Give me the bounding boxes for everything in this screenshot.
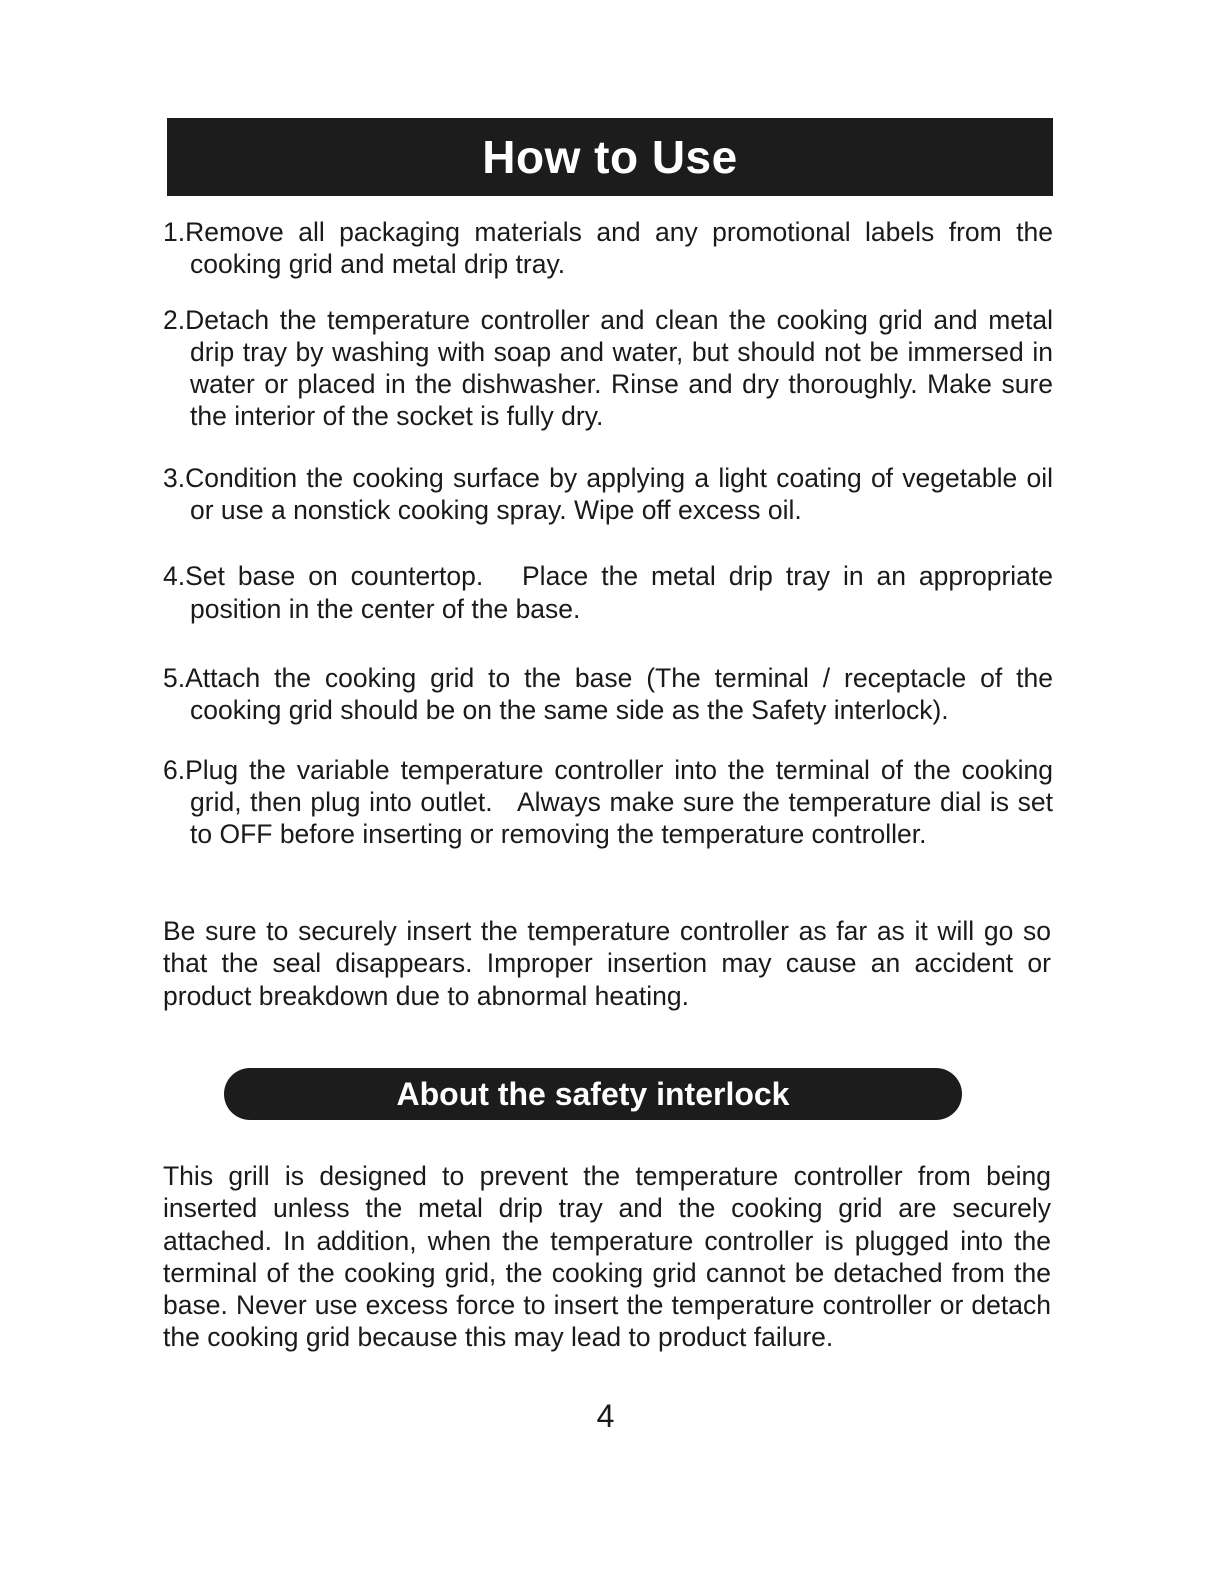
step-4 — [163, 560, 1061, 625]
step-6 — [163, 754, 1061, 851]
interlock-banner — [224, 1068, 962, 1120]
step-text: Plug the variable temperature controller into the terminal of the cooking grid, then plug into outlet. Always make sure the temperature dial is set to OFF before inserting or removing the temperature controller. — [185, 754, 1061, 850]
interlock-description: This grill is designed to prevent the temperature controller from being inserted unless the metal drip tray and the cooking grid are securely attached. In addition, when the temperature controller is plugged into the terminal of the cooking grid, the cooking grid cannot be detached from the base. Never use excess force to insert the temperature controller or detach the cooking grid because this may lead to product failure. — [163, 1161, 1051, 1353]
page-number: 4 — [596, 1398, 615, 1434]
step-3 — [163, 462, 1053, 527]
instruction-steps — [163, 216, 1061, 850]
step-text: Set base on countertop. Place the metal drip tray in an appropriate position in the center of the base. — [185, 561, 1061, 624]
step-text: Condition the cooking surface by applying a light coating of vegetable oil or use a nonstick cooking spray. Wipe off excess oil. — [185, 462, 1053, 526]
step-2 — [163, 304, 1053, 433]
insertion-note: Be sure to securely insert the temperature controller as far as it will go so that the seal disappears. Improper insertion may cause an accident or product breakdown due to abnormal heating. — [163, 916, 1051, 1011]
step-text: Remove all packaging materials and any promotional labels from the cooking grid and metal drip tray. — [185, 217, 1053, 280]
step-number: 4. — [163, 561, 186, 592]
step-number: 6. — [163, 754, 186, 785]
page-title: How to Use — [482, 131, 738, 183]
step-text: Detach the temperature controller and clean the cooking grid and metal drip tray by washing with soap and water, but should not be immersed in water or placed in the dishwasher. Rinse and dry thoroughly. Make sure the interior of the socket is fully dry. — [185, 304, 1053, 432]
step-number: 3. — [163, 462, 186, 493]
interlock-heading: About the safety interlock — [396, 1075, 790, 1112]
step-text: Attach the cooking grid to the base (The terminal / receptacle of the cooking grid should be on the same side as the Safety interlock). — [185, 662, 1053, 726]
step-number: 1. — [163, 217, 186, 247]
title-banner — [167, 118, 1053, 196]
step-number: 5. — [163, 662, 186, 693]
step-number: 2. — [163, 304, 186, 335]
step-5 — [163, 662, 1053, 727]
step-1 — [163, 216, 1053, 281]
